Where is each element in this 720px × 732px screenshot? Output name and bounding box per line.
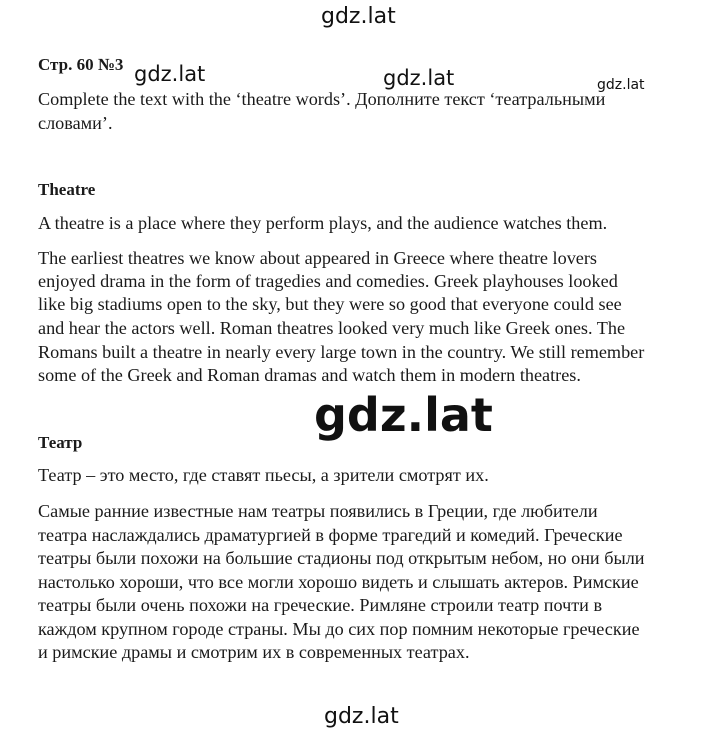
english-paragraph-2-line-2: enjoyed drama in the form of tragedies and comedies. Greek playhouses looked [38, 271, 618, 291]
english-paragraph-1: A theatre is a place where they perform plays, and the audience watches them. [38, 213, 608, 233]
russian-paragraph-2-line-1: Самые ранние известные нам театры появились в Греции, где любители [38, 501, 598, 521]
english-paragraph-2-line-5: Romans built a theatre in nearly every large town in the country. We still remember [38, 342, 645, 362]
watermark-top: gdz.lat [321, 4, 396, 29]
english-paragraph-2-line-3: like big stadiums open to the sky, but they were so good that everyone could see [38, 294, 622, 314]
russian-paragraph-2-line-7: и римские драмы и смотрим их в современных театрах. [38, 642, 470, 662]
english-paragraph-2-line-6: some of the Greek and Roman dramas and watch them in modern theatres. [38, 365, 581, 385]
task-label: Стр. 60 №3 [38, 55, 124, 74]
watermark-large-center: gdz.lat [314, 388, 493, 442]
russian-title: Театр [38, 433, 83, 452]
russian-paragraph-2-line-3: театры были похожи на большие стадионы под открытым небом, но они были [38, 548, 645, 568]
russian-paragraph-2-line-2: театра наслаждались драматургией в форме трагедий и комедий. Греческие [38, 525, 623, 545]
watermark-row-right: gdz.lat [597, 77, 645, 93]
russian-paragraph-1: Театр – это место, где ставят пьесы, а зрители смотрят их. [38, 465, 489, 485]
watermark-bottom: gdz.lat [324, 704, 399, 729]
russian-paragraph-2-line-5: театры были очень похожи на греческие. Римляне строили театр почти в [38, 595, 603, 615]
watermark-row-center: gdz.lat [383, 66, 455, 90]
russian-paragraph-2-line-4: настолько хороши, что все могли хорошо видеть и слышать актеров. Римские [38, 572, 639, 592]
instruction-line-1: Complete the text with the ‘theatre words’. Дополните текст ‘театральными [38, 89, 606, 109]
english-paragraph-2-line-4: and hear the actors well. Roman theatres looked very much like Greek ones. The [38, 318, 626, 338]
instruction-line-2: словами’. [38, 113, 113, 133]
english-paragraph-2-line-1: The earliest theatres we know about appeared in Greece where theatre lovers [38, 248, 597, 268]
watermark-row-left: gdz.lat [134, 62, 206, 86]
russian-paragraph-2-line-6: каждом крупном городе страны. Мы до сих пор помним некоторые греческие [38, 619, 640, 639]
english-title: Theatre [38, 180, 96, 199]
